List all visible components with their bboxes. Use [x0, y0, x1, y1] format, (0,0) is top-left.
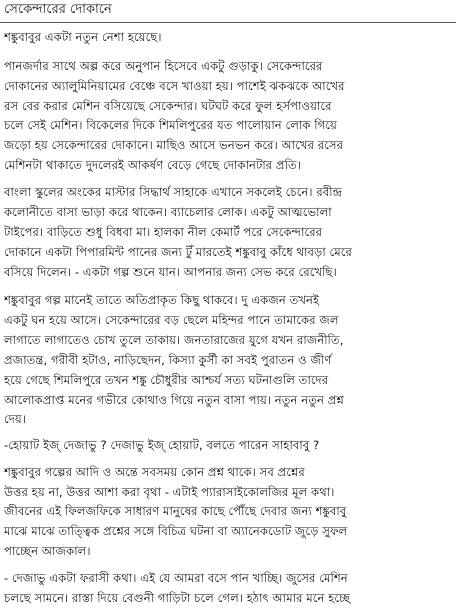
- text-line: বসিয়ে দিলেন। - একটা গল্প শুনে যান। আপনার জন্য সেভ করে রেখেছি।: [4, 264, 337, 279]
- text-line: টাইপের। বাড়িতে শুধু বিধবা মা। হালকা নীল কেমার্ট পরে সেকেন্দারের: [4, 224, 323, 239]
- text-line: কলোনীতে বাসা ভাড়া করে থাকেন। ব্যাচেলার লোক। একটু আত্মভোলা: [4, 204, 332, 219]
- text-line: চলছে সামনে। রাস্তা দিয়ে বেগুনী গাড়িটা চলে গেল। হঠাৎ আমার মনে হচ্ছে: [4, 591, 351, 606]
- paragraph-1: [4, 28, 450, 48]
- text-line: হয়ে গেছে শিমলিপুরে তখন শঙ্কু চৌধুরীর আশ্চর্য সত্য ঘটনাগুলি তাদের: [4, 372, 329, 387]
- paragraph-6: [4, 463, 450, 562]
- text-line: -হোয়াট ইজ্ দেজাভু ? দেজাভু ইজ্ হোয়াট, বলতে পারেন সাহাবাবু ?: [4, 437, 320, 452]
- text-line: মাঝে মাঝে তাত্ত্বিক প্রশ্নের সঙ্গে বিচিত্র ঘটনা বা অ্যানেকডোট জুড়ে সুফল: [4, 524, 348, 539]
- text-line: দেয়।: [4, 412, 27, 427]
- paragraph-3: [4, 183, 450, 282]
- text-line: দোকানে একটা পিপারমিন্ট পানের জন্য টুঁ মারতেই শঙ্কুবাবু কাঁধে থাবড়া মেরে: [4, 244, 352, 259]
- text-line: একটু ঘন হয়ে আসে। সেকেন্দারের বড় ছেলে মহিন্দর পানে তামাকের জল: [4, 313, 339, 328]
- paragraph-7: [4, 569, 450, 609]
- text-line: পাচ্ছেন আজকাল।: [4, 544, 91, 559]
- paragraph-4: [4, 291, 450, 430]
- page-title: সেকেন্দারের দোকানে: [4, 2, 112, 17]
- text-line: বাংলা স্কুলের অংকের মাস্টার সিদ্ধার্থ সাহাকে এখানে সকলেই চেনে। রবীন্দ্র: [4, 185, 343, 200]
- text-line: পানজর্দার সাথে অল্প করে অনুপান হিসেবে একটু গুড়াকু। সেকেন্দারের: [4, 58, 323, 73]
- text-line: চলে সেই মেশিন। বিকেলের দিকে শিমলিপুরের যত পালোয়ান লোক গিয়ে: [4, 118, 337, 133]
- text-line: রস বের করার মেশিন বসিয়েছে সেকেন্দার। ঘটঘট করে ফুল হর্সপাওয়ারে: [4, 98, 332, 113]
- text-line: - দেজাভু একটা ফরাসী কথা। এই যে আমরা বসে পান খাচ্ছি। জুসের মেশিন: [4, 571, 348, 586]
- text-line: জড়ো হয় সেকেন্দারের দোকানে। মাছিও আসে ভনভন করে। আখের রসের: [4, 138, 344, 153]
- text-line: জীবনের এই ফিলজফিকে সাধারণ মানুষের কাছে পৌঁছে দেবার জন্য শঙ্কুবাবু: [4, 504, 347, 519]
- text-line: প্রজাতন্ত্র, গরীবী হটাও, নাড়িছেদন, কিস্যা কুর্সী কা সবই পুরাতন ও জীর্ণ: [4, 352, 332, 367]
- text-line: শঙ্কুবাবুর গল্পের আদি ও অন্তে সবসময় কোন প্রশ্ন থাকে। সব প্রশ্নের: [4, 464, 305, 479]
- text-line: উত্তর হয় না, উত্তর আশা করা বৃথা - এটাই প্যারাসাইকোলজির মূল কথা।: [4, 484, 335, 499]
- title-divider: [0, 22, 456, 23]
- text-line: মেশিনটা থাকাতে দুদলেরই আকর্ষণ বেড়ে গেছে দোকানটার প্রতি।: [4, 158, 302, 173]
- text-line: লাগাতে লাগাতেও চোখ তুলে তাকায়। জনতারাজের যুগে যখন রাজনীতি,: [4, 333, 344, 348]
- text-line: দোকানের অ্যালুমিনিয়ামের বেঞ্চে বসে খাওয়া হয়। পাশেই ঝকঝকে আখের: [4, 78, 345, 93]
- paragraph-2: [4, 57, 450, 176]
- text-line: শঙ্কুবাবুর গল্প মানেই তাতে অতিপ্রাকৃত কিছু থাকবে। দু একজন তখনই: [4, 293, 320, 308]
- paragraph-5: [4, 436, 450, 456]
- text-line: আলোকপ্রাপ্ত মনের গভীরে কোথাও গিয়ে নতুন বাসা পায়। নতুন নতুন প্রশ্ন: [4, 392, 344, 407]
- text-line: শঙ্কুবাবুর একটা নতুন নেশা হয়েছে।: [4, 30, 162, 44]
